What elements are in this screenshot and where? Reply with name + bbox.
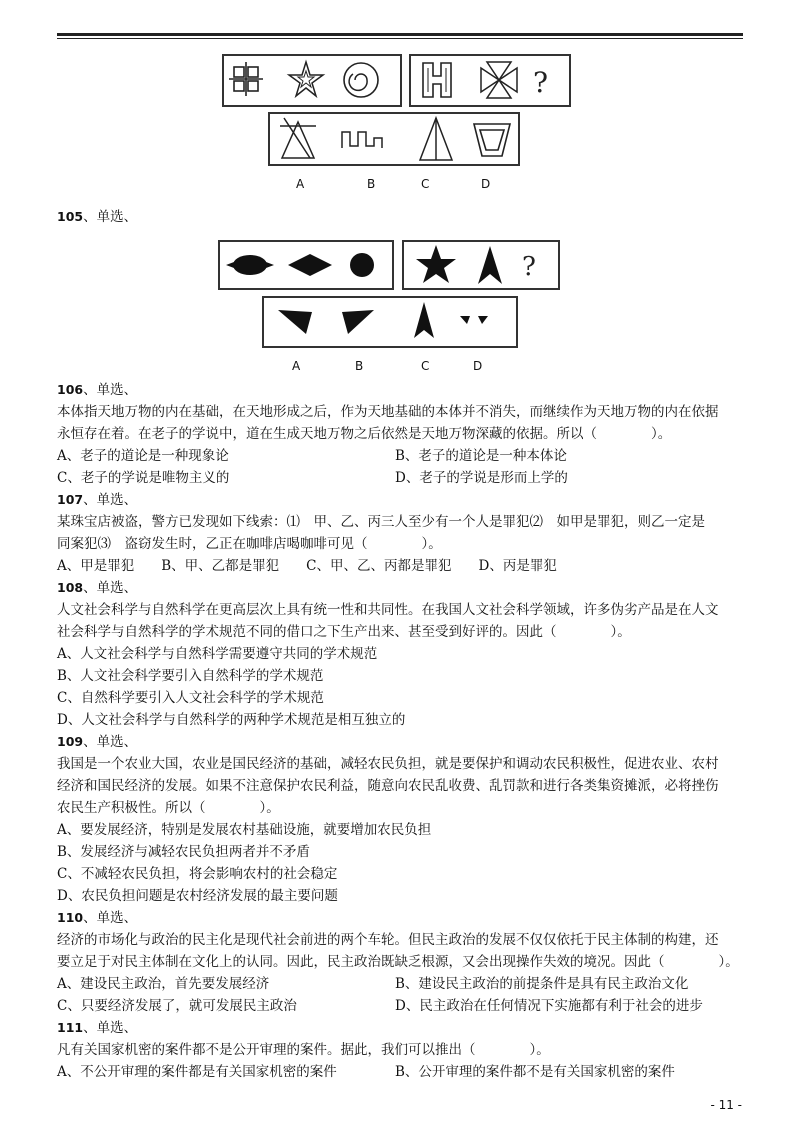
q110-header: 110、单选、 — [57, 910, 138, 926]
q111-stem-line-1: 凡有关国家机密的案件都不是公开审理的案件。据此，我们可以推出（ ）。 — [57, 1042, 550, 1058]
q107-header: 107、单选、 — [57, 492, 138, 508]
q107-options[interactable]: A、甲是罪犯 B、甲、乙都是罪犯 C、甲、乙、丙都是罪犯 D、丙是罪犯 — [57, 558, 557, 574]
q111-option-a[interactable]: A、不公开审理的案件都是有关国家机密的案件 — [57, 1064, 337, 1080]
q109-stem-line-2: 经济和国民经济的发展。如果不注意保护农民利益，随意向农民乱收费、乱罚款和进行各类集资摊派，必将挫伤 — [57, 778, 719, 794]
q110-stem-line-1: 经济的市场化与政治的民主化是现代社会前进的两个车轮。但民主政治的发展不仅仅依托于民主体制的构建，还 — [57, 932, 719, 948]
q108-option-d[interactable]: D、人文社会科学与自然科学的两种学术规范是相互独立的 — [57, 712, 406, 728]
q105-options-box — [262, 296, 518, 348]
q110-stem-line-2: 要立足于对民主体制在文化上的认同。因此，民主政治既缺乏根源，又会出现操作失效的境况。因此（ ）。 — [57, 954, 739, 970]
q105-question-mark: ? — [522, 252, 536, 282]
q105-option-label-b: B — [355, 359, 364, 373]
q104-question-mark: ? — [533, 66, 549, 99]
q106-option-a[interactable]: A、老子的道论是一种现象论 — [57, 448, 229, 464]
q105-option-label-c: C — [421, 359, 430, 373]
q110-option-b[interactable]: B、建设民主政治的前提条件是具有民主政治文化 — [395, 976, 689, 992]
question-number: 109 — [57, 734, 84, 749]
q106-header: 106、单选、 — [57, 382, 138, 398]
q105-stem-box-1 — [218, 240, 394, 290]
q105-stem-box-2 — [402, 240, 560, 290]
q108-option-b[interactable]: B、人文社会科学要引入自然科学的学术规范 — [57, 668, 324, 684]
question-number: 107 — [57, 492, 84, 507]
q111-header: 111、单选、 — [57, 1020, 138, 1036]
q105-header: 105、单选、 — [57, 209, 138, 225]
question-number: 105 — [57, 209, 84, 224]
q109-option-d[interactable]: D、农民负担问题是农村经济发展的最主要问题 — [57, 888, 338, 904]
q104-option-label-b: B — [367, 177, 376, 191]
page-number: - 11 - — [710, 1098, 742, 1112]
q104-option-label-c: C — [421, 177, 430, 191]
q104-option-label-d: D — [481, 177, 491, 191]
q106-stem-line-2: 永恒存在着。在老子的学说中，道在生成天地万物之后依然是天地万物深藏的依据。所以（ ）。 — [57, 426, 672, 442]
q105-figure — [0, 0, 800, 380]
q105-stem-figures-1 — [220, 242, 392, 288]
question-number: 108 — [57, 580, 84, 595]
question-number: 106 — [57, 382, 84, 397]
question-number: 111 — [57, 1020, 84, 1035]
q108-header: 108、单选、 — [57, 580, 138, 596]
q110-option-a[interactable]: A、建设民主政治，首先要发展经济 — [57, 976, 270, 992]
q106-option-b[interactable]: B、老子的道论是一种本体论 — [395, 448, 567, 464]
q109-stem-line-3: 农民生产积极性。所以（ ）。 — [57, 800, 280, 816]
question-number: 110 — [57, 910, 84, 925]
q110-option-c[interactable]: C、只要经济发展了，就可发展民主政治 — [57, 998, 297, 1014]
q109-option-c[interactable]: C、不减轻农民负担，将会影响农村的社会稳定 — [57, 866, 338, 882]
q108-option-a[interactable]: A、人文社会科学与自然科学需要遵守共同的学术规范 — [57, 646, 378, 662]
q105-option-label-a: A — [292, 359, 301, 373]
q106-option-d[interactable]: D、老子的学说是形而上学的 — [395, 470, 568, 486]
q107-stem-line-2: 同案犯⑶ 盗窃发生时，乙正在咖啡店喝咖啡可见（ ）。 — [57, 536, 442, 552]
q109-option-b[interactable]: B、发展经济与减轻农民负担两者并不矛盾 — [57, 844, 310, 860]
q111-option-b[interactable]: B、公开审理的案件都不是有关国家机密的案件 — [395, 1064, 675, 1080]
q106-option-c[interactable]: C、老子的学说是唯物主义的 — [57, 470, 230, 486]
q107-stem-line-1: 某珠宝店被盗，警方已发现如下线索：⑴ 甲、乙、丙三人至少有一个人是罪犯⑵ 如甲是罪犯，则乙一定是 — [57, 514, 705, 530]
q108-stem-line-1: 人文社会科学与自然科学在更高层次上具有统一性和共同性。在我国人文社会科学领域，许多伪劣产品是在人文 — [57, 602, 719, 618]
q105-option-figures — [264, 298, 516, 346]
q110-option-d[interactable]: D、民主政治在任何情况下实施都有利于社会的进步 — [395, 998, 703, 1014]
q104-option-label-a: A — [296, 177, 305, 191]
q109-option-a[interactable]: A、要发展经济，特别是发展农村基础设施，就要增加农民负担 — [57, 822, 432, 838]
q109-header: 109、单选、 — [57, 734, 138, 750]
q108-option-c[interactable]: C、自然科学要引入人文社会科学的学术规范 — [57, 690, 324, 706]
q108-stem-line-2: 社会科学与自然科学的学术规范不同的借口之下生产出来、甚至受到好评的。因此（ ）。 — [57, 624, 631, 640]
q105-option-label-d: D — [473, 359, 483, 373]
q105-stem-figures-2 — [404, 242, 558, 288]
q106-stem-line-1: 本体指天地万物的内在基础，在天地形成之后，作为天地基础的本体并不消失，而继续作为天地万物的内在依据 — [57, 404, 719, 420]
q109-stem-line-1: 我国是一个农业大国，农业是国民经济的基础，减轻农民负担，就是要保护和调动农民积极性，促进农业、农村 — [57, 756, 719, 772]
